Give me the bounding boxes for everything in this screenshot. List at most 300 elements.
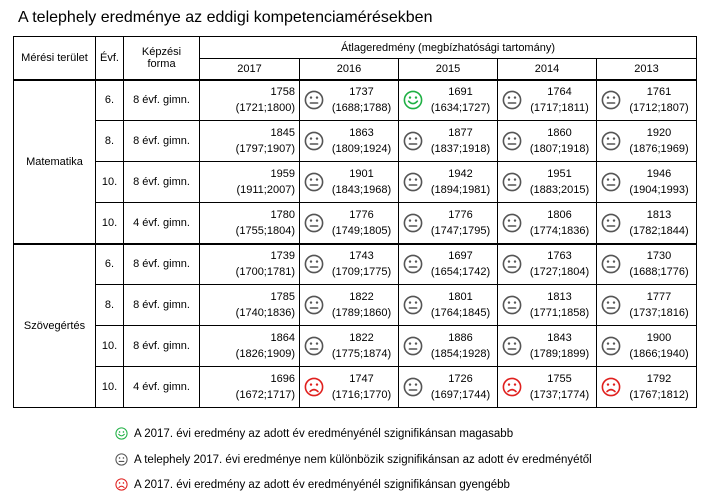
result-values	[424, 207, 497, 239]
result-cell	[498, 162, 597, 203]
result-confidence-interval: (1716;1770)	[331, 389, 392, 401]
result-content	[399, 163, 497, 202]
table-row	[14, 367, 697, 408]
result-values	[523, 371, 596, 403]
grade-cell: 10.	[96, 162, 124, 203]
result-average: 1901	[349, 168, 374, 180]
neutral-face-icon	[601, 172, 621, 192]
result-content	[399, 327, 497, 366]
form-cell: 4 évf. gimn.	[124, 367, 200, 408]
result-average: 1761	[646, 86, 672, 99]
result-average: 1776	[349, 208, 374, 221]
header-form-line2: forma	[147, 57, 176, 70]
result-values	[225, 289, 299, 321]
neutral-face-icon	[403, 377, 423, 397]
result-confidence-interval: (1771;1858)	[529, 307, 590, 319]
result-content	[200, 286, 299, 325]
results-table	[13, 36, 697, 408]
result-content	[498, 81, 596, 120]
face-slot	[600, 172, 622, 192]
legend-text: A 2017. évi eredmény az adott év eredményénél szignifikánsan magasabb	[134, 427, 514, 440]
neutral-face-icon	[403, 336, 423, 356]
result-content	[200, 368, 299, 407]
result-content	[498, 163, 596, 202]
header-form-line1: Képzési	[141, 45, 182, 58]
result-confidence-interval: (1737;1774)	[529, 389, 590, 401]
result-average: 1863	[349, 127, 374, 139]
result-average: 1737	[349, 86, 374, 99]
face-slot	[402, 213, 424, 233]
face-slot	[600, 131, 622, 151]
face-slot	[303, 172, 325, 192]
frowning-face-icon	[601, 377, 621, 397]
result-content	[399, 368, 497, 407]
result-average: 1951	[547, 168, 572, 180]
result-cell	[597, 121, 697, 162]
result-confidence-interval: (1747;1795)	[430, 224, 491, 237]
result-average: 1813	[646, 208, 672, 221]
result-average: 1864	[270, 332, 295, 344]
smiling-face-icon	[403, 90, 423, 110]
table-row	[14, 121, 697, 162]
result-content	[498, 203, 596, 242]
header-form	[124, 37, 200, 80]
result-values	[424, 248, 497, 280]
result-cell	[399, 285, 498, 326]
result-cell	[200, 80, 300, 121]
frowning-face-icon	[304, 377, 324, 397]
result-confidence-interval: (1709;1775)	[331, 266, 392, 279]
result-confidence-interval: (1764;1845)	[430, 307, 491, 319]
header-grade: Évf.	[96, 37, 124, 80]
result-content	[597, 81, 696, 120]
result-cell	[597, 326, 697, 367]
result-values	[225, 248, 299, 280]
result-values	[424, 371, 497, 403]
page-title: A telephely eredménye az eddigi kompetenciamérésekben	[18, 9, 433, 26]
face-slot	[402, 295, 424, 315]
result-cell	[300, 121, 399, 162]
neutral-face-icon	[115, 453, 128, 466]
result-confidence-interval: (1721;1800)	[235, 102, 295, 115]
result-confidence-interval: (1634;1727)	[430, 102, 491, 115]
grade-cell: 8.	[96, 121, 124, 162]
result-content	[498, 245, 596, 284]
face-slot	[402, 336, 424, 356]
table-row	[14, 326, 697, 367]
result-content	[300, 245, 398, 284]
result-cell	[597, 203, 697, 244]
face-slot	[501, 90, 523, 110]
result-average: 1697	[448, 250, 473, 263]
header-year-2016: 2016	[300, 59, 399, 80]
result-cell	[498, 326, 597, 367]
result-values	[622, 330, 696, 362]
result-values	[622, 207, 696, 239]
result-confidence-interval: (1740;1836)	[235, 307, 295, 319]
header-average: Átlageredmény (megbízhatósági tartomány)	[200, 37, 697, 59]
result-values	[523, 84, 596, 116]
result-average: 1696	[270, 373, 295, 385]
result-average: 1726	[448, 373, 473, 385]
neutral-face-icon	[304, 213, 324, 233]
result-values	[424, 84, 497, 116]
result-values	[325, 125, 398, 157]
result-cell	[597, 80, 697, 121]
result-average: 1755	[547, 373, 572, 385]
result-average: 1822	[349, 332, 374, 344]
result-content	[300, 368, 398, 407]
result-average: 1860	[547, 127, 572, 139]
result-content	[300, 81, 398, 120]
face-slot	[402, 254, 424, 274]
result-cell	[300, 203, 399, 244]
result-cell	[300, 80, 399, 121]
face-slot	[600, 336, 622, 356]
result-content	[597, 163, 696, 202]
neutral-face-icon	[403, 254, 423, 274]
form-cell: 4 évf. gimn.	[124, 203, 200, 244]
result-cell	[399, 162, 498, 203]
result-cell	[498, 244, 597, 285]
result-confidence-interval: (1866;1940)	[629, 348, 689, 360]
neutral-face-icon	[502, 172, 522, 192]
result-values	[523, 289, 596, 321]
form-cell: 8 évf. gimn.	[124, 80, 200, 121]
result-values	[325, 248, 398, 280]
result-content	[498, 122, 596, 161]
result-values	[225, 166, 299, 198]
face-slot	[600, 295, 622, 315]
result-average: 1806	[547, 208, 572, 221]
result-confidence-interval: (1654;1742)	[430, 266, 491, 279]
result-values	[325, 84, 398, 116]
result-confidence-interval: (1837;1918)	[430, 143, 491, 155]
result-values	[225, 207, 299, 239]
face-slot	[303, 377, 325, 397]
neutral-face-icon	[502, 254, 522, 274]
result-confidence-interval: (1767;1812)	[629, 389, 689, 401]
result-average: 1845	[270, 127, 295, 139]
result-average: 1743	[349, 250, 374, 263]
result-values	[523, 166, 596, 198]
result-values	[325, 166, 398, 198]
neutral-face-icon	[502, 90, 522, 110]
result-values	[523, 207, 596, 239]
result-average: 1946	[646, 168, 672, 180]
grade-cell: 10.	[96, 203, 124, 244]
result-cell	[300, 367, 399, 408]
result-content	[399, 122, 497, 161]
result-content	[597, 245, 696, 284]
legend-item	[115, 427, 513, 440]
result-confidence-interval: (1807;1918)	[529, 143, 590, 155]
result-confidence-interval: (1727;1804)	[529, 266, 590, 279]
result-average: 1691	[448, 86, 473, 99]
neutral-face-icon	[601, 131, 621, 151]
result-confidence-interval: (1697;1744)	[430, 389, 491, 401]
face-slot	[501, 295, 523, 315]
face-slot	[303, 90, 325, 110]
neutral-face-icon	[502, 131, 522, 151]
result-content	[597, 203, 696, 242]
result-cell	[200, 367, 300, 408]
result-content	[200, 122, 299, 161]
result-cell	[399, 80, 498, 121]
face-slot	[600, 254, 622, 274]
header-year-2017: 2017	[200, 59, 300, 80]
result-values	[424, 289, 497, 321]
form-cell: 8 évf. gimn.	[124, 326, 200, 367]
result-confidence-interval: (1797;1907)	[235, 143, 295, 155]
face-slot	[600, 377, 622, 397]
result-confidence-interval: (1883;2015)	[529, 184, 590, 196]
grade-cell: 6.	[96, 80, 124, 121]
neutral-face-icon	[502, 295, 522, 315]
result-average: 1785	[270, 291, 295, 303]
result-confidence-interval: (1700;1781)	[235, 266, 295, 279]
result-values	[225, 84, 299, 116]
result-cell	[498, 367, 597, 408]
neutral-face-icon	[601, 254, 621, 274]
result-average: 1739	[270, 250, 295, 263]
result-confidence-interval: (1876;1969)	[629, 143, 689, 155]
neutral-face-icon	[502, 213, 522, 233]
result-values	[225, 330, 299, 362]
result-content	[597, 286, 696, 325]
neutral-face-icon	[304, 295, 324, 315]
result-confidence-interval: (1782;1844)	[629, 224, 689, 237]
result-average: 1801	[448, 291, 473, 303]
result-average: 1776	[448, 208, 473, 221]
result-confidence-interval: (1789;1899)	[529, 348, 590, 360]
result-average: 1942	[448, 168, 473, 180]
face-slot	[501, 377, 523, 397]
grade-cell: 10.	[96, 326, 124, 367]
result-content	[200, 327, 299, 366]
legend-text: A telephely 2017. évi eredménye nem különbözik szignifikánsan az adott év eredményétől	[134, 453, 592, 466]
result-cell	[399, 121, 498, 162]
neutral-face-icon	[403, 213, 423, 233]
result-content	[597, 122, 696, 161]
legend-item	[115, 453, 592, 466]
result-average: 1763	[547, 250, 572, 263]
result-average: 1959	[270, 168, 295, 180]
result-cell	[399, 367, 498, 408]
face-slot	[501, 254, 523, 274]
table-row	[14, 162, 697, 203]
result-average: 1813	[547, 291, 572, 303]
result-cell	[597, 244, 697, 285]
result-values	[622, 248, 696, 280]
result-cell	[597, 162, 697, 203]
result-cell	[300, 244, 399, 285]
result-values	[225, 371, 299, 403]
result-cell	[300, 326, 399, 367]
smiling-face-icon	[115, 427, 128, 440]
result-average: 1900	[646, 332, 672, 344]
result-average: 1792	[646, 373, 672, 385]
face-slot	[402, 131, 424, 151]
result-average: 1758	[270, 86, 295, 99]
result-content	[498, 286, 596, 325]
result-cell	[200, 326, 300, 367]
result-average: 1764	[547, 86, 572, 99]
result-average: 1822	[349, 291, 374, 303]
result-values	[622, 84, 696, 116]
result-content	[399, 203, 497, 242]
result-confidence-interval: (1904;1993)	[629, 184, 689, 196]
result-cell	[200, 121, 300, 162]
result-confidence-interval: (1672;1717)	[235, 389, 295, 401]
result-confidence-interval: (1755;1804)	[235, 224, 295, 237]
result-confidence-interval: (1894;1981)	[430, 184, 491, 196]
result-values	[523, 330, 596, 362]
result-confidence-interval: (1775;1874)	[331, 348, 392, 360]
table-row	[14, 285, 697, 326]
result-average: 1886	[448, 332, 473, 344]
result-content	[200, 203, 299, 242]
result-cell	[399, 203, 498, 244]
result-confidence-interval: (1911;2007)	[236, 184, 295, 196]
result-average: 1920	[646, 127, 672, 139]
header-year-2015: 2015	[399, 59, 498, 80]
result-cell	[498, 80, 597, 121]
result-average: 1877	[448, 127, 473, 139]
form-cell: 8 évf. gimn.	[124, 162, 200, 203]
neutral-face-icon	[304, 90, 324, 110]
neutral-face-icon	[601, 90, 621, 110]
result-content	[399, 81, 497, 120]
result-average: 1780	[270, 208, 295, 221]
result-content	[399, 245, 497, 284]
result-values	[523, 248, 596, 280]
result-content	[200, 81, 299, 120]
result-confidence-interval: (1843;1968)	[331, 184, 392, 196]
face-slot	[303, 131, 325, 151]
result-values	[523, 125, 596, 157]
face-slot	[402, 377, 424, 397]
result-content	[200, 245, 299, 284]
result-cell	[597, 285, 697, 326]
result-cell	[498, 203, 597, 244]
neutral-face-icon	[601, 295, 621, 315]
result-values	[424, 166, 497, 198]
result-content	[300, 163, 398, 202]
legend-item	[115, 478, 510, 491]
frowning-face-icon	[502, 377, 522, 397]
neutral-face-icon	[304, 254, 324, 274]
result-confidence-interval: (1737;1816)	[629, 307, 689, 319]
result-confidence-interval: (1789;1860)	[331, 307, 392, 319]
face-slot	[600, 90, 622, 110]
neutral-face-icon	[403, 295, 423, 315]
legend-face	[115, 427, 128, 440]
face-slot	[600, 213, 622, 233]
neutral-face-icon	[304, 336, 324, 356]
neutral-face-icon	[601, 336, 621, 356]
face-slot	[402, 172, 424, 192]
result-content	[200, 163, 299, 202]
result-confidence-interval: (1688;1788)	[331, 102, 392, 115]
result-values	[622, 166, 696, 198]
result-cell	[399, 326, 498, 367]
result-cell	[200, 162, 300, 203]
table-row	[14, 203, 697, 244]
result-cell	[200, 203, 300, 244]
face-slot	[303, 254, 325, 274]
header-year-2014: 2014	[498, 59, 597, 80]
grade-cell: 10.	[96, 367, 124, 408]
header-year-2013: 2013	[597, 59, 697, 80]
result-cell	[498, 285, 597, 326]
result-average: 1747	[349, 373, 374, 385]
neutral-face-icon	[601, 213, 621, 233]
face-slot	[501, 213, 523, 233]
result-confidence-interval: (1712;1807)	[629, 102, 689, 115]
area-cell: Szövegértés	[14, 244, 96, 408]
result-values	[622, 289, 696, 321]
result-values	[325, 289, 398, 321]
result-average: 1777	[646, 291, 672, 303]
result-values	[225, 125, 299, 157]
form-cell: 8 évf. gimn.	[124, 285, 200, 326]
result-confidence-interval: (1809;1924)	[331, 143, 392, 155]
face-slot	[303, 336, 325, 356]
result-content	[300, 122, 398, 161]
face-slot	[303, 295, 325, 315]
result-confidence-interval: (1717;1811)	[530, 102, 589, 115]
result-cell	[200, 285, 300, 326]
result-average: 1730	[646, 250, 672, 263]
result-content	[597, 327, 696, 366]
neutral-face-icon	[304, 131, 324, 151]
face-slot	[501, 131, 523, 151]
face-slot	[303, 213, 325, 233]
form-cell: 8 évf. gimn.	[124, 121, 200, 162]
result-content	[300, 327, 398, 366]
legend-face	[115, 478, 128, 491]
result-values	[325, 330, 398, 362]
result-values	[622, 371, 696, 403]
result-content	[498, 368, 596, 407]
legend-text: A 2017. évi eredmény az adott év eredményénél szignifikánsan gyengébb	[134, 478, 510, 491]
result-cell	[200, 244, 300, 285]
header-area: Mérési terület	[14, 37, 96, 80]
result-confidence-interval: (1854;1928)	[430, 348, 491, 360]
result-values	[325, 371, 398, 403]
grade-cell: 8.	[96, 285, 124, 326]
result-confidence-interval: (1826;1909)	[235, 348, 295, 360]
result-cell	[300, 285, 399, 326]
area-cell: Matematika	[14, 80, 96, 244]
result-values	[424, 330, 497, 362]
face-slot	[501, 336, 523, 356]
grade-cell: 6.	[96, 244, 124, 285]
legend-face	[115, 453, 128, 466]
result-cell	[399, 244, 498, 285]
result-cell	[300, 162, 399, 203]
neutral-face-icon	[304, 172, 324, 192]
result-average: 1843	[547, 332, 572, 344]
result-values	[424, 125, 497, 157]
face-slot	[402, 90, 424, 110]
result-cell	[597, 367, 697, 408]
table-row	[14, 244, 697, 285]
result-confidence-interval: (1688;1776)	[629, 266, 689, 279]
result-content	[597, 368, 696, 407]
result-confidence-interval: (1774;1836)	[529, 224, 590, 237]
